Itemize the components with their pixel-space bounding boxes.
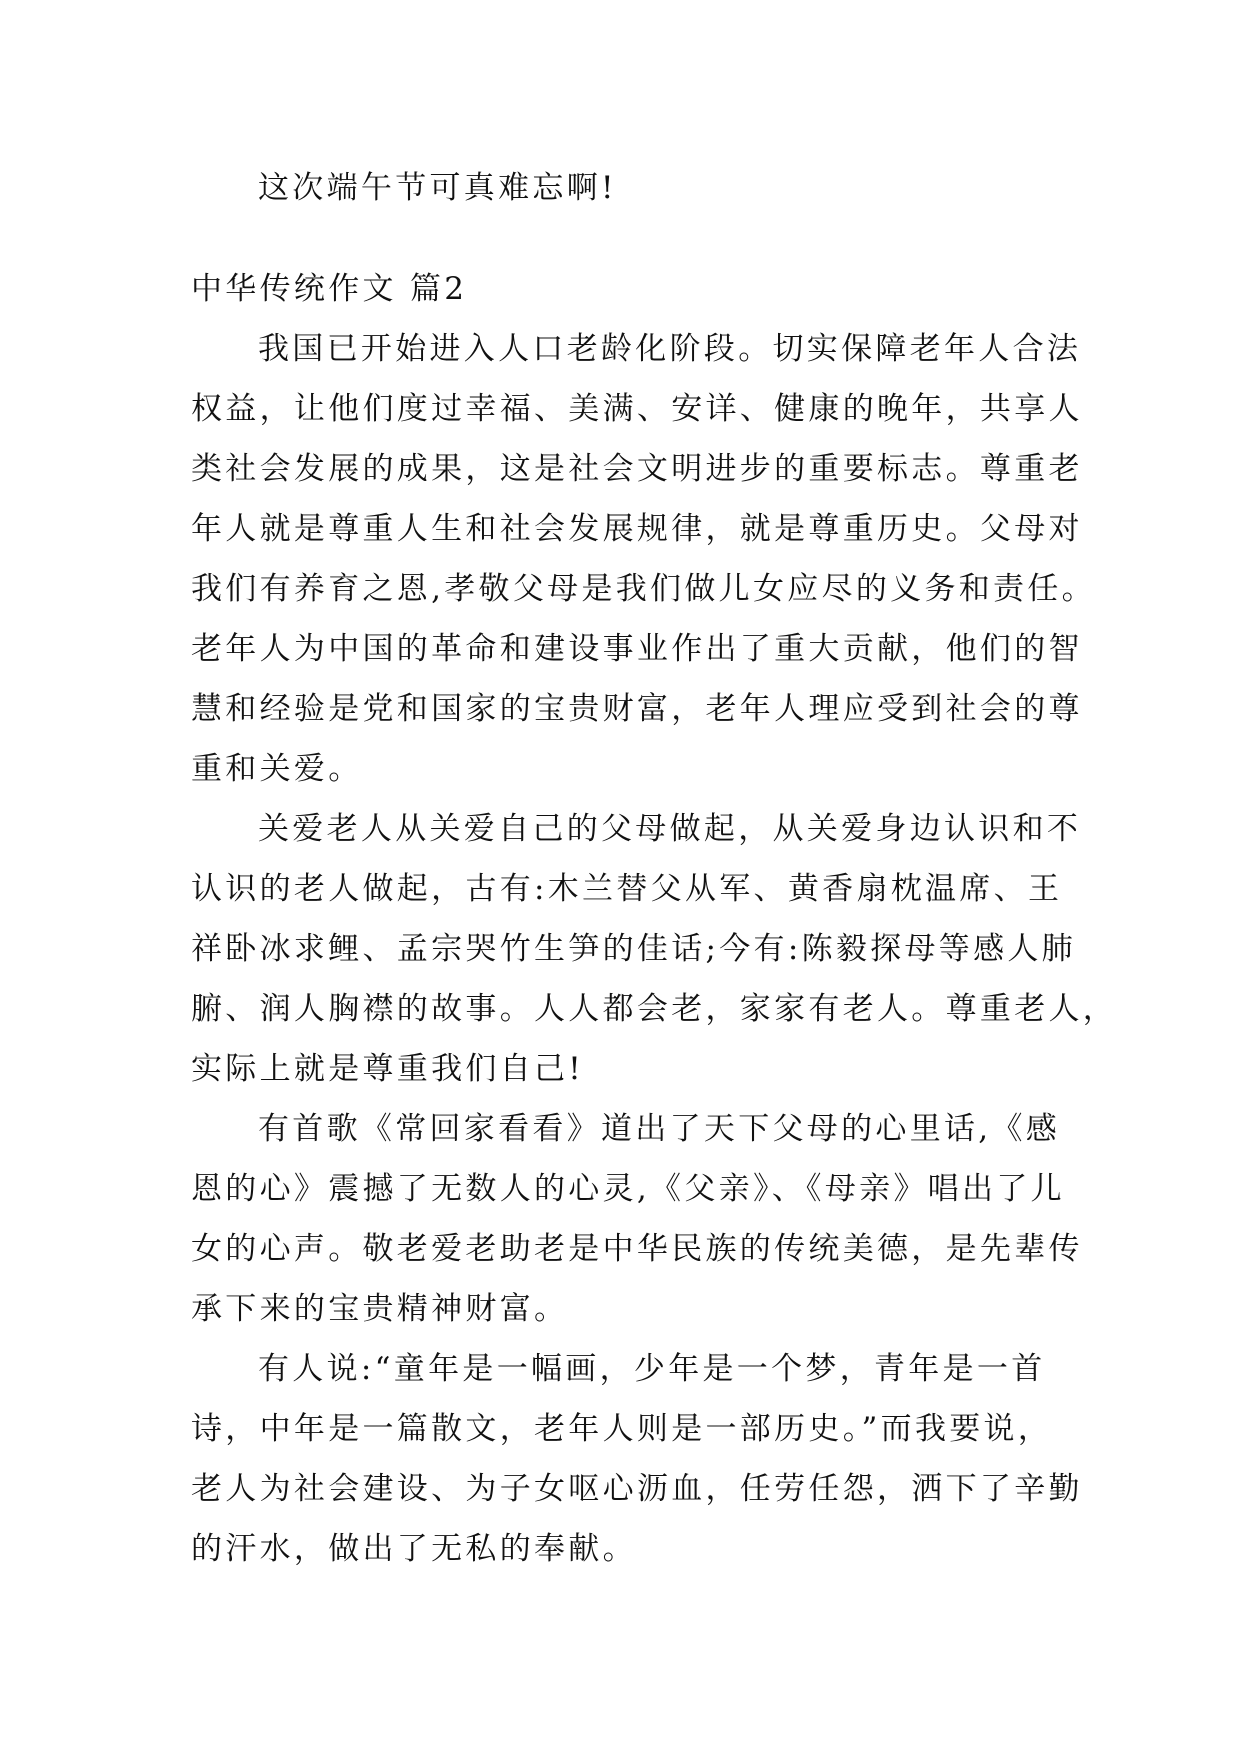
section-heading: 中华传统作文 篇2	[191, 271, 468, 307]
paragraph	[191, 319, 1096, 799]
paragraph	[191, 1339, 1083, 1579]
paragraph-line: 有人说:“童年是一幅画，少年是一个梦，青年是一首	[258, 1351, 1046, 1387]
paragraph-line: 关爱老人从关爱自己的父母做起，从关爱身边认识和不	[258, 811, 1082, 847]
paragraph-line: 重和关爱。	[191, 751, 363, 787]
paragraph-line: 慧和经验是党和国家的宝贵财富，老年人理应受到社会的尊	[191, 691, 1083, 727]
paragraph-line: 有首歌《常回家看看》道出了天下父母的心里话,《感	[258, 1111, 1061, 1147]
opening-line: 这次端午节可真难忘啊!	[258, 170, 617, 206]
paragraph-line: 年人就是尊重人生和社会发展规律，就是尊重历史。父母对	[191, 511, 1083, 547]
paragraph-line: 老年人为中国的革命和建设事业作出了重大贡献，他们的智	[191, 631, 1083, 667]
paragraph-line: 女的心声。敬老爱老助老是中华民族的传统美德，是先辈传	[191, 1231, 1083, 1267]
paragraph	[191, 799, 1118, 1099]
paragraph-line: 祥卧冰求鲤、孟宗哭竹生笋的佳话;今有:陈毅探母等感人肺	[191, 931, 1076, 967]
paragraph-line: 承下来的宝贵精神财富。	[191, 1291, 569, 1327]
paragraph-line: 诗，中年是一篇散文，老年人则是一部历史。”而我要说，	[191, 1411, 1053, 1447]
paragraph-line: 实际上就是尊重我们自己!	[191, 1051, 585, 1087]
document-body	[191, 158, 1118, 1579]
paragraph-line: 我们有养育之恩,孝敬父母是我们做儿女应尽的义务和责任。	[191, 571, 1096, 607]
paragraph-line: 类社会发展的成果，这是社会文明进步的重要标志。尊重老	[191, 451, 1083, 487]
paragraph-line: 的汗水，做出了无私的奉献。	[191, 1531, 637, 1567]
paragraph-line: 我国已开始进入人口老龄化阶段。切实保障老年人合法	[258, 331, 1082, 367]
paragraph-line: 认识的老人做起，古有:木兰替父从军、黄香扇枕温席、王	[191, 871, 1063, 907]
paragraph-line: 权益，让他们度过幸福、美满、安详、健康的晚年，共享人	[191, 391, 1083, 427]
paragraph	[191, 1099, 1083, 1339]
paragraph-line: 腑、润人胸襟的故事。人人都会老，家家有老人。尊重老人，	[191, 991, 1118, 1027]
paragraph-line: 恩的心》震撼了无数人的心灵,《父亲》、《母亲》唱出了儿	[191, 1171, 1065, 1207]
paragraph-line: 老人为社会建设、为子女呕心沥血，任劳任怨，洒下了辛勤	[191, 1471, 1083, 1507]
